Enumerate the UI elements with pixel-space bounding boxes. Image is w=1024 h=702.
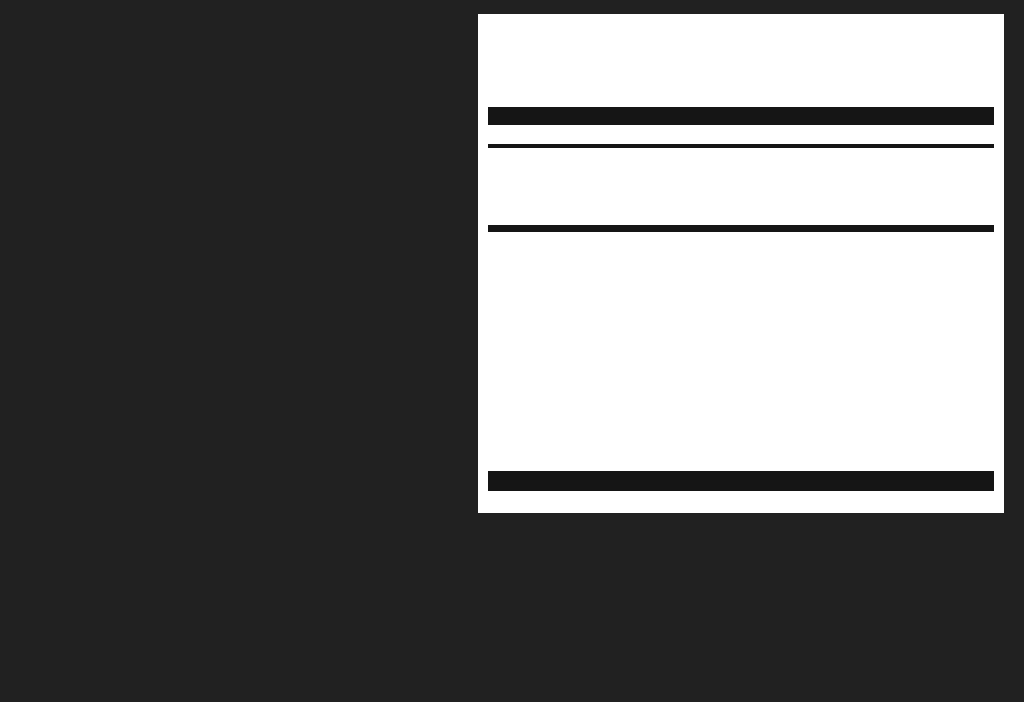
section-divider bbox=[488, 225, 994, 232]
directions-column bbox=[20, 14, 444, 134]
bottom-divider bbox=[488, 471, 994, 491]
header-divider bbox=[488, 144, 994, 148]
thick-divider bbox=[488, 107, 994, 125]
supplement-facts-panel bbox=[478, 14, 1004, 513]
